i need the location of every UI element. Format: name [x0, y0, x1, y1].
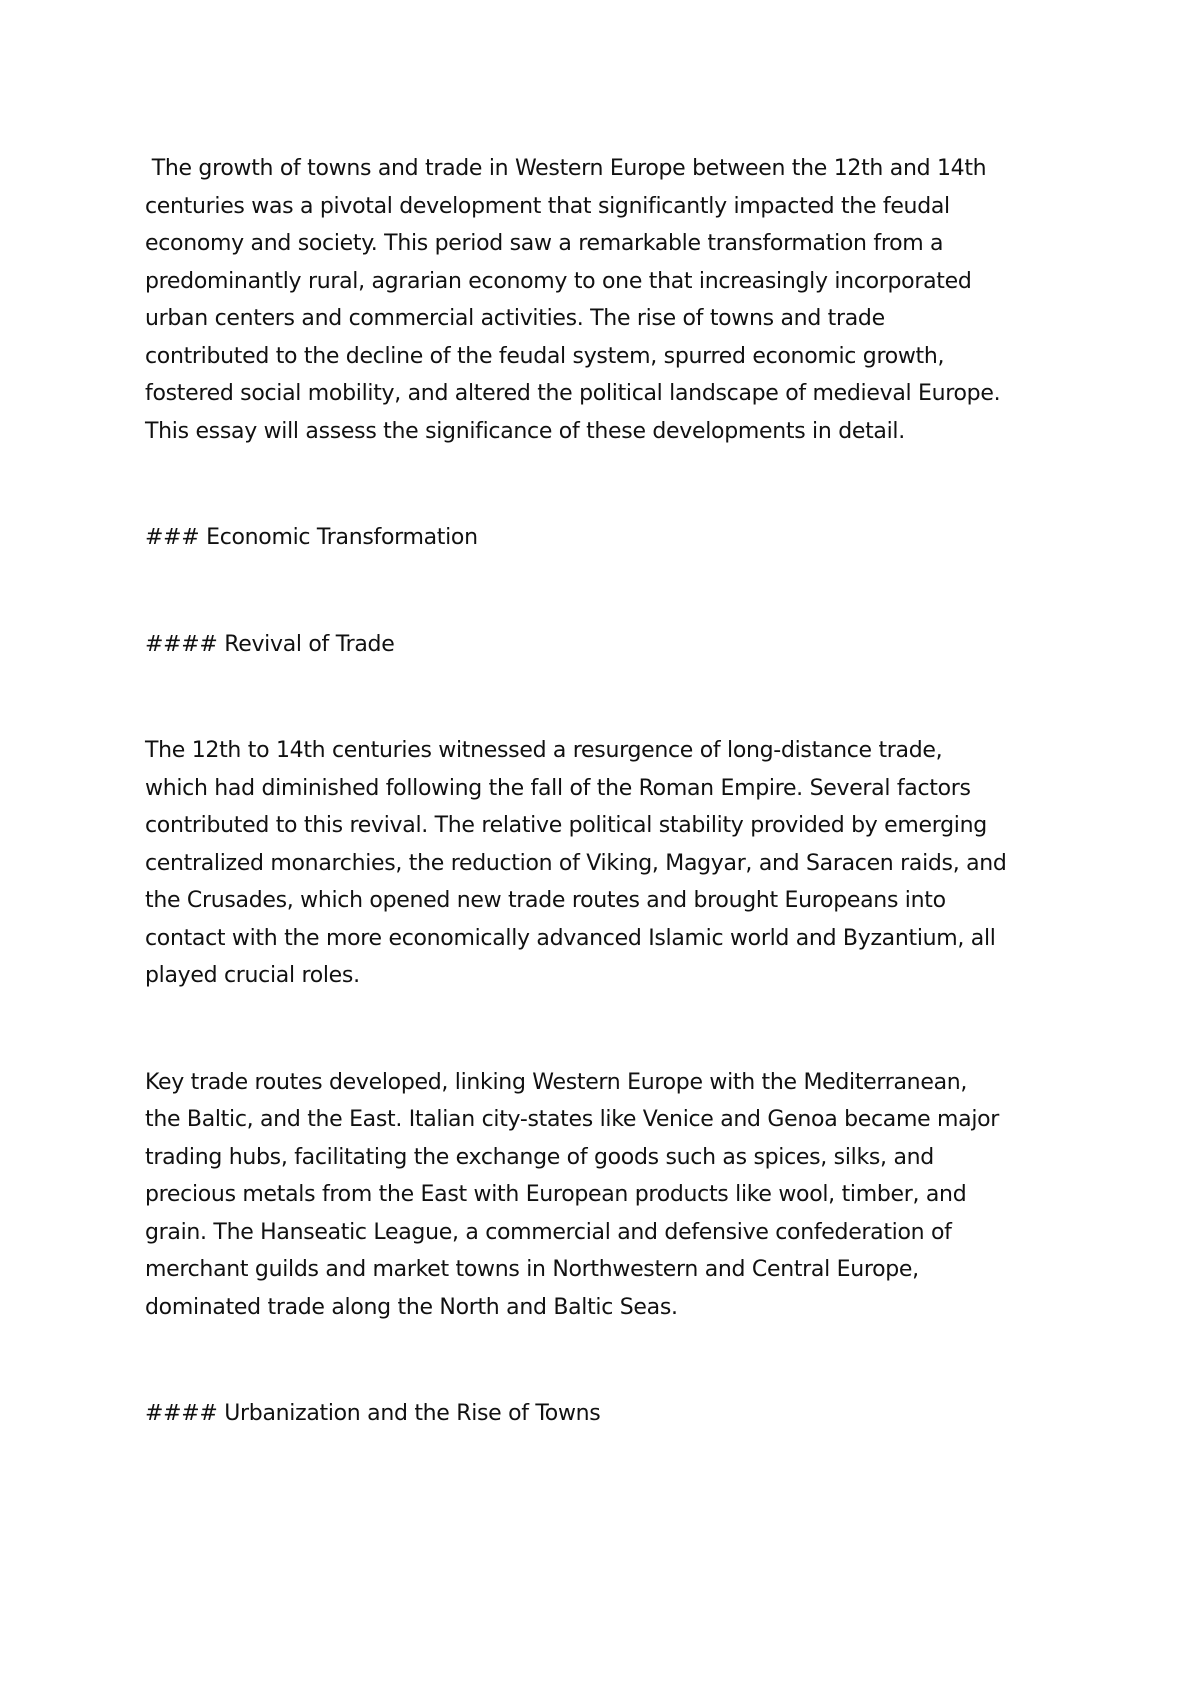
paragraph-spacer — [145, 663, 1075, 732]
paragraph-spacer — [145, 557, 1075, 626]
heading-revival-of-trade: #### Revival of Trade — [145, 631, 395, 657]
heading-urbanization: #### Urbanization and the Rise of Towns — [145, 1401, 601, 1426]
paragraph-spacer — [145, 1326, 1075, 1395]
paragraph-spacer — [145, 450, 1075, 519]
paragraph-spacer — [145, 995, 1075, 1064]
document-body — [145, 150, 1075, 1433]
trade-routes-paragraph: Key trade routes developed, linking Western Europe with the Mediterranean, the Baltic, and the East. Italian city-states like Venice and Genoa became major trading hubs, facilitating the exchange of goods such as spices, silks, and precious metals from the East with European products like wool, timber, and grain. The Hanseatic League, a commercial and defensive confederation of merchant guilds and market towns in Northwestern and Central Europe, dominated trade along the North and Baltic Seas. — [145, 1069, 1000, 1320]
revival-paragraph: The 12th to 14th centuries witnessed a resurgence of long-distance trade, which had diminished following the fall of the Roman Empire. Several factors contributed to this revival. The relative political stability provided by emerging centralized monarchies, the reduction of Viking, Magyar, and Saracen raids, and the Crusades, which opened new trade routes and brought Europeans into contact with the more economically advanced Islamic world and Byzantium, all played crucial roles. — [145, 738, 1007, 988]
heading-economic-transformation: ### Economic Transformation — [145, 525, 478, 550]
intro-paragraph: The growth of towns and trade in Western Europe between the 12th and 14th centuries was a pivotal development that significantly impacted the feudal economy and society. This period saw a remarkable transformation from a predominantly rural, agrarian economy to one that increasingly incorporated urban centers and commercial activities. The rise of towns and trade contributed to the decline of the feudal system, spurred economic growth, fostered social mobility, and altered the political landscape of medieval Europe. This essay will assess the significance of these developments in detail. — [145, 156, 1001, 444]
